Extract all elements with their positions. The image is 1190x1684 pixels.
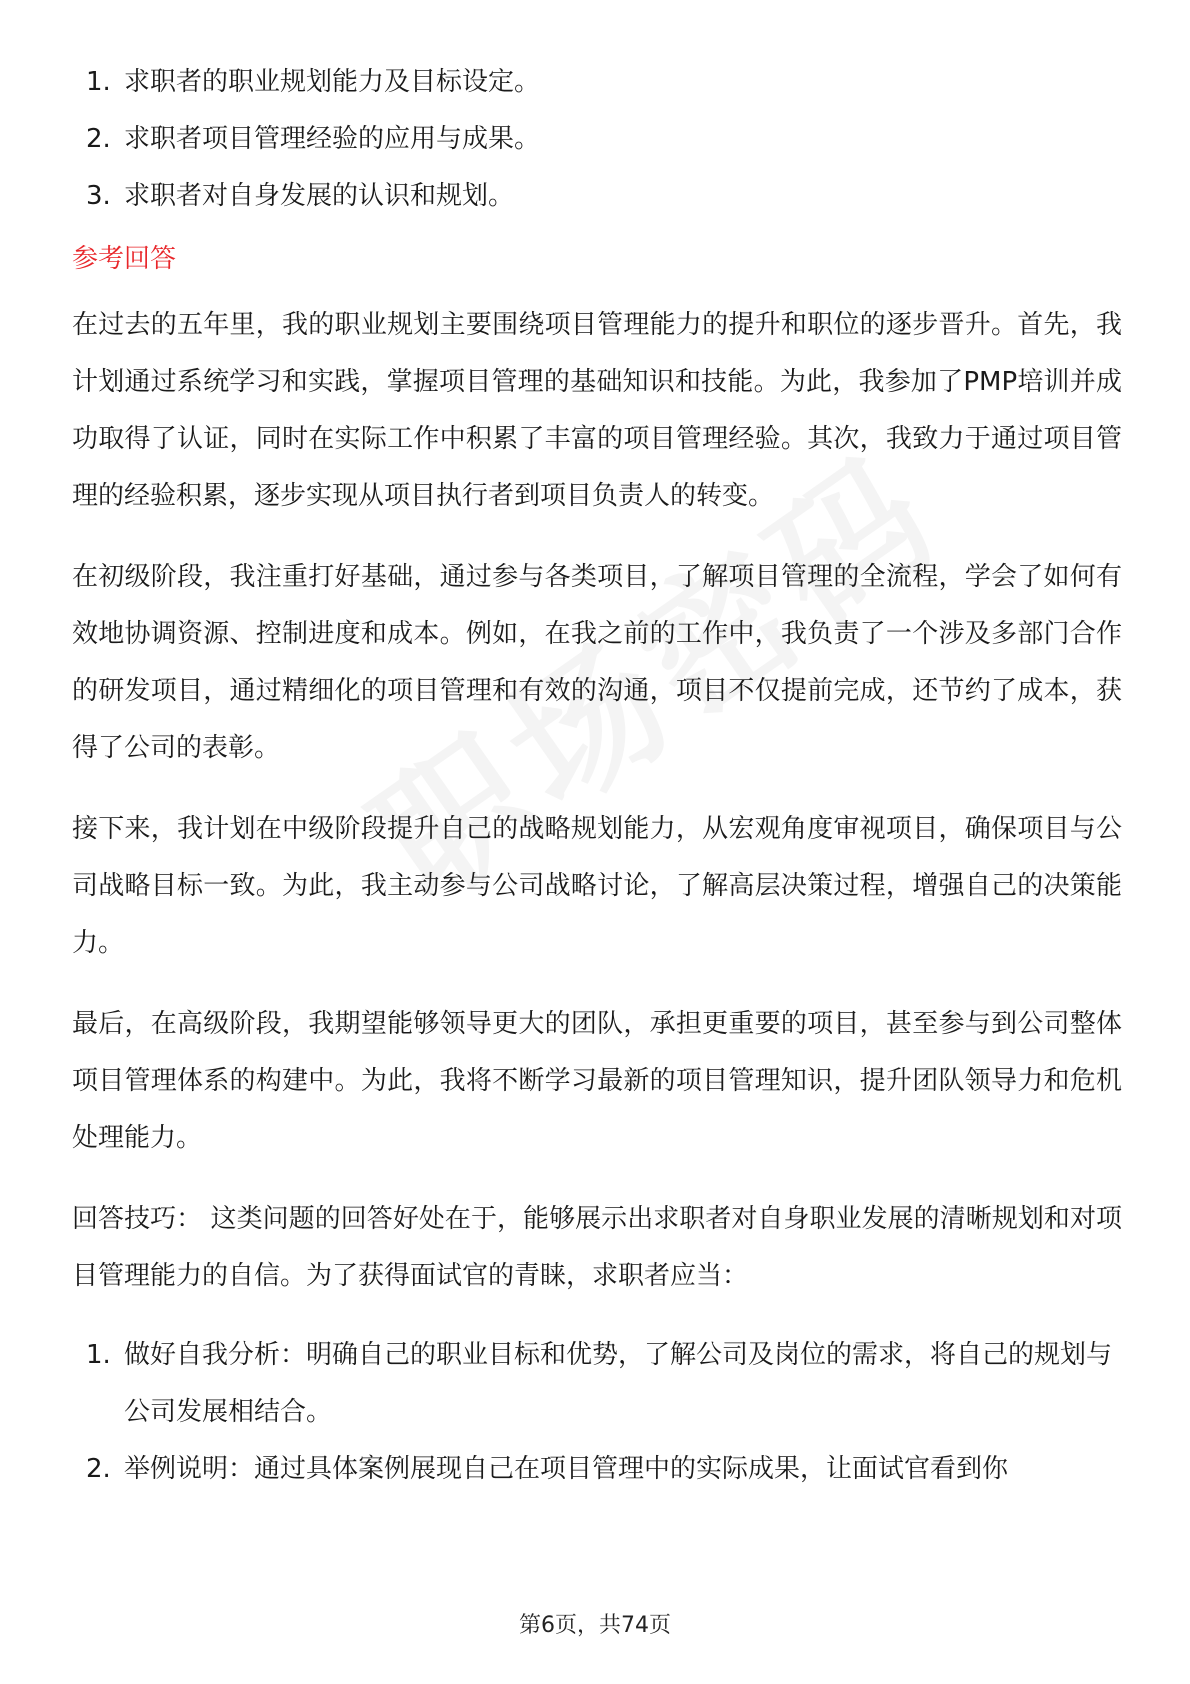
page-footer: 第6页，共74页 <box>519 1613 671 1638</box>
list-item <box>72 111 1122 168</box>
list-number: 3. <box>86 181 111 211</box>
list-number: 2. <box>86 1454 111 1484</box>
paragraph: 接下来，我计划在中级阶段提升自己的战略规划能力，从宏观角度审视项目，确保项目与公司战略目标一致。为此，我主动参与公司战略讨论，了解高层决策过程，增强自己的决策能力。 <box>72 814 1122 958</box>
paragraph: 在过去的五年里，我的职业规划主要围绕项目管理能力的提升和职位的逐步晋升。首先，我计划通过系统学习和实践，掌握项目管理的基础知识和技能。为此，我参加了PMP培训并成功取得了认证，同时在实际工作中积累了丰富的项目管理经验。其次，我致力于通过项目管理的经验积累，逐步实现从项目执行者到项目负责人的转变。 <box>72 310 1122 511</box>
list-item <box>72 168 1122 225</box>
list-text: 求职者项目管理经验的应用与成果。 <box>124 124 541 154</box>
intro-list <box>72 54 1122 225</box>
list-text: 举例说明：通过具体案例展现自己在项目管理中的实际成果，让面试官看到你 <box>124 1454 1009 1484</box>
section-heading: 参考回答 <box>72 244 177 274</box>
list-text: 求职者对自身发展的认识和规划。 <box>124 181 515 211</box>
list-item <box>72 1327 1122 1441</box>
paragraph: 最后，在高级阶段，我期望能够领导更大的团队，承担更重要的项目，甚至参与到公司整体项目管理体系的构建中。为此，我将不断学习最新的项目管理知识，提升团队领导力和危机处理能力。 <box>72 1009 1122 1153</box>
list-number: 1. <box>86 67 111 97</box>
list-item <box>72 54 1122 111</box>
page-content <box>72 54 1122 1498</box>
list-text: 做好自我分析：明确自己的职业目标和优势，了解公司及岗位的需求，将自己的规划与公司发展相结合。 <box>124 1340 1113 1427</box>
list-text: 求职者的职业规划能力及目标设定。 <box>124 67 541 97</box>
list-number: 2. <box>86 124 111 154</box>
list-item <box>72 1441 1122 1498</box>
paragraph: 在初级阶段，我注重打好基础，通过参与各类项目，了解项目管理的全流程，学会了如何有效地协调资源、控制进度和成本。例如，在我之前的工作中，我负责了一个涉及多部门合作的研发项目，通过精细化的项目管理和有效的沟通，项目不仅提前完成，还节约了成本，获得了公司的表彰。 <box>72 562 1122 763</box>
paragraph: 回答技巧： 这类问题的回答好处在于，能够展示出求职者对自身职业发展的清晰规划和对项目管理能力的自信。为了获得面试官的青睐，求职者应当： <box>72 1204 1122 1291</box>
tips-list <box>72 1327 1122 1498</box>
list-number: 1. <box>86 1340 111 1370</box>
